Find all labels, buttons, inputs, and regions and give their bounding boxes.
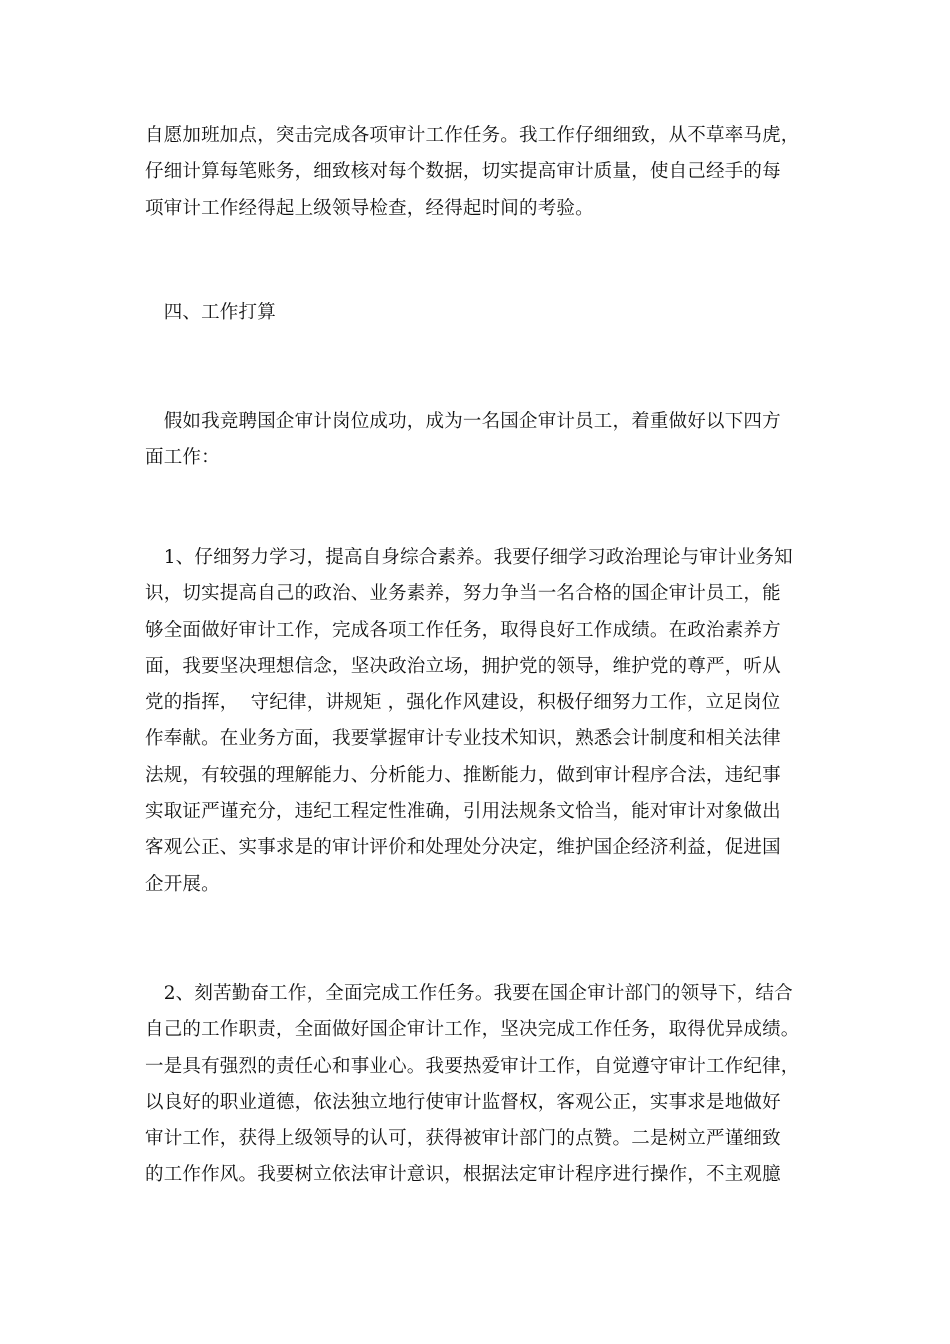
paragraph-line: 识，切实提高自己的政治、业务素养，努力争当一名合格的国企审计员工，能 — [145, 583, 781, 605]
item-1-paragraph — [145, 540, 815, 903]
intro-paragraph — [145, 404, 815, 477]
paragraph-line: 作奉献。在业务方面，我要掌握审计专业技术知识，熟悉会计制度和相关法律 — [145, 728, 781, 750]
paragraph-line: 自愿加班加点，突击完成各项审计工作任务。我工作仔细细致，从不草率马虎， — [145, 125, 800, 146]
paragraph-line: 以良好的职业道德，依法独立地行使审计监督权，客观公正，实事求是地做好 — [145, 1091, 781, 1113]
paragraph-line: 自己的工作职责，全面做好国企审计工作，坚决完成工作任务，取得优异成绩。 — [145, 1019, 800, 1041]
paragraph-line: 实取证严谨充分，违纪工程定性准确，引用法规条文恰当，能对审计对象做出 — [145, 801, 781, 823]
paragraph-line: 项审计工作经得起上级领导检查，经得起时间的考验。 — [145, 197, 594, 219]
paragraph-line: 企开展。 — [145, 873, 220, 895]
paragraph-line: 面，我要坚决理想信念，坚决政治立场，拥护党的领导，维护党的尊严，听从 — [145, 655, 781, 677]
paragraph-line: 一是具有强烈的责任心和事业心。我要热爱审计工作，自觉遵守审计工作纪律， — [145, 1055, 800, 1077]
paragraph-line: 审计工作，获得上级领导的认可，获得被审计部门的点赞。二是树立严谨细致 — [145, 1128, 781, 1150]
paragraph-line: 仔细计算每笔账务，细致核对每个数据，切实提高审计质量，使自己经手的每 — [145, 161, 781, 183]
paragraph-line: 面工作： — [145, 447, 220, 469]
section-heading-text: 四、工作打算 — [145, 302, 276, 323]
paragraph-line: 客观公正、实事求是的审计评价和处理处分决定，维护国企经济利益，促进国 — [145, 837, 781, 859]
paragraph-line: 的工作作风。我要树立依法审计意识，根据法定审计程序进行操作，不主观臆 — [145, 1164, 781, 1186]
paragraph-line: 假如我竞聘国企审计岗位成功，成为一名国企审计员工，着重做好以下四方 — [145, 411, 781, 432]
paragraph-line: 够全面做好审计工作，完成各项工作任务，取得良好工作成绩。在政治素养方 — [145, 619, 781, 641]
paragraph-line: 1、仔细努力学习，提高自身综合素养。我要仔细学习政治理论与审计业务知 — [145, 547, 793, 568]
section-heading — [145, 295, 815, 331]
paragraph-line: 党的指挥， 守纪律，讲规矩 ，强化作风建设，积极仔细努力工作，立足岗位 — [145, 692, 781, 714]
continuation-paragraph — [145, 118, 815, 227]
paragraph-line: 2、刻苦勤奋工作，全面完成工作任务。我要在国企审计部门的领导下，结合 — [145, 983, 793, 1004]
item-2-paragraph — [145, 976, 815, 1194]
paragraph-line: 法规，有较强的理解能力、分析能力、推断能力，做到审计程序合法，违纪事 — [145, 764, 781, 786]
